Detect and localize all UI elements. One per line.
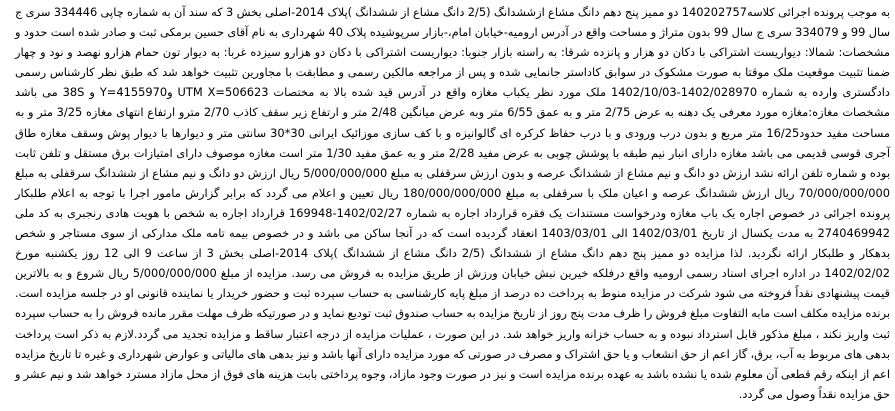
auction-notice-text: به موجب پرونده اجرائی کلاسه140202757 دو ممیز پنج دهم دانگ مشاع ازششدانگ (2/5 دانگ مشاع از ششدانگ )پلاک 2014-اصلی بخش 3 که سند آن به شماره چاپی 334446 سری ج سال 99 و 334079 سری ج سال 99 بدون متراژ و مساحت واقع در آدرس ارومیه-خیابان امام،-بازار سرپوشیده پلاک 40 شهرداری به نام آقای حسین برمکی ثبت و صادر شده است حدود و مشخصات: شمالا: دیواریست اشتراکی با دکان دو هزار و پانزده شرقا: به راسته بازار جنوبا: دیواریست اشتراکی با دکان دو هزارو سیزده غربا: به دیوار تون حمام هزارو نهصد و نود و چهار ضمنا تثبیت موقعیت ملک موقتا به صورت مشکوک در سوابق کاداستر جانمایی شده و پس از مراجعه مالکین رسمی و مطابقت با مجاورین تثبیت خواهد شد که طبق نظر کارشناس رسمی دادگستری وارده به شماره 1402/028970-1402/10/03 ملک مورد نظر یکباب مغازه واقع در آدرس قید شده بالا به مختصات UTM X=506623 و4155970=Y و 38S می باشد مشخصات مغازه:مغازه مورد معرفی یک دهنه به عرض 2/75 متر و به عمق 6/55 متر وبه عرض میانگین 2/48 متر و ارتفاع زیر سقف کاذب 2/70 مترو ارتفاع انتهای مغازه 3/25 متر و به مساحت مفید حدود16/25 متر مربع و بدون درب ورودی و با درب حفاظ کرکره ای گالوانیزه و با کف سازی موزائیک ایرانی 30*30 سانتی متر و دیوارها با دیوار پوش وسقف مغازه طاق آجری قوسی قدیمی می باشد مغازه دارای انبار نیم طبقه با پوشش چوبی به عرض مفید 2/28 متر و به عمق مفید 1/30 متر است مغازه موصوف دارای امتیازات برق مستقل و تلفن ثابت بوده و شماره تلفن ارائه نشد ارزش دو دانگ و نیم مشاع از ششدانگ عرصه و بدون ارزش سرقفلی به مبلغ 5/000/000/000 ریال ارزش دو دانگ و نیم مشاع از ششدانگ سرقفلی به مبلغ 70/000/000/000 ریال ارزش ششدانگ عرصه و اعیان ملک با سرقفلی به مبلغ 180/000/000/000 ریال تعیین و اعلام می گردد که برابر گزارش مامور اجرا با توجه به اعلام طلبکار پرونده اجرائی در خصوص اجاره یک باب مغازه ودرخواست مستندات یک فقره قرارداد اجاره به شماره 1402/02/27-169948 قرارداد اجاره به شخص با هویت هادی رنجبری به کد ملی 2740469942 به مدت یکسال از تاریخ 1402/03/01 الی 1403/03/01 انعقاد گردیده است که در آنجا ساکن می باشد و در خصوص بیمه تامه ملک مدارکی از سوی مستاجر و شخص بدهکار و طلبکار ارائه نگردید. لذا مزایده دو ممیز پنج دهم دانگ مشاع از ششدانگ (2/5 دانگ مشاع از ششدانگ )پلاک 2014-اصلی بخش 3 از ساعت 9 الی 12 روز یکشنبه مورخ 1402/02/02 در اداره اجرای اسناد رسمی ارومیه واقع درفلکه خیرین نبش خیابان ورزش از طریق مزایده به فروش می رسد. مزایده از مبلغ 5/000/000/000 ریال شروع و به بالاترین قیمت پیشنهادی نقداً فروخته می شود شرکت در مزایده منوط به پرداخت ده درصد از مبلغ پایه کارشناسی به حساب سپرده ثبت و حضور خریدار یا نماینده قانونی او در جلسه مزایده است. برنده مزایده مکلف است مابه التفاوت مبلغ فروش را ظرف مدت پنج روز از تاریخ مزایده به حساب صندوق ثبت تودیع نماید و در صورتیکه ظرف مهلت مقرر مانده فروش را به حساب سپرده ثبت واریز نکند ، مبلغ مذکور قابل استرداد نبوده و به حساب خزانه واریز خواهد شد. در این صورت ، عملیات مزایده از درجه اعتبار ساقط و مزایده تجدید می گردد.لازم به ذکر است پرداخت بدهی های مربوط به آب، برق، گاز اعم از حق انشعاب و یا حق اشتراک و مصرف در صورتی که مورد مزایده دارای آنها باشد و نیز بدهی های مالیاتی و عوارض شهرداری و غیره تا تاریخ مزایده اعم از اینکه رقم قطعی آن معلوم شده یا نشده باشد به عهده برنده مزایده است و نیز در صورت وجود مازاد، وجوه پرداختی بابت هزینه های فوق از محل مازاد مسترد خواهد شد و نیم عشر و حق مزایده نقداً وصول می گردد. — [15, 5, 891, 401]
auction-notice-document — [10, 0, 895, 411]
